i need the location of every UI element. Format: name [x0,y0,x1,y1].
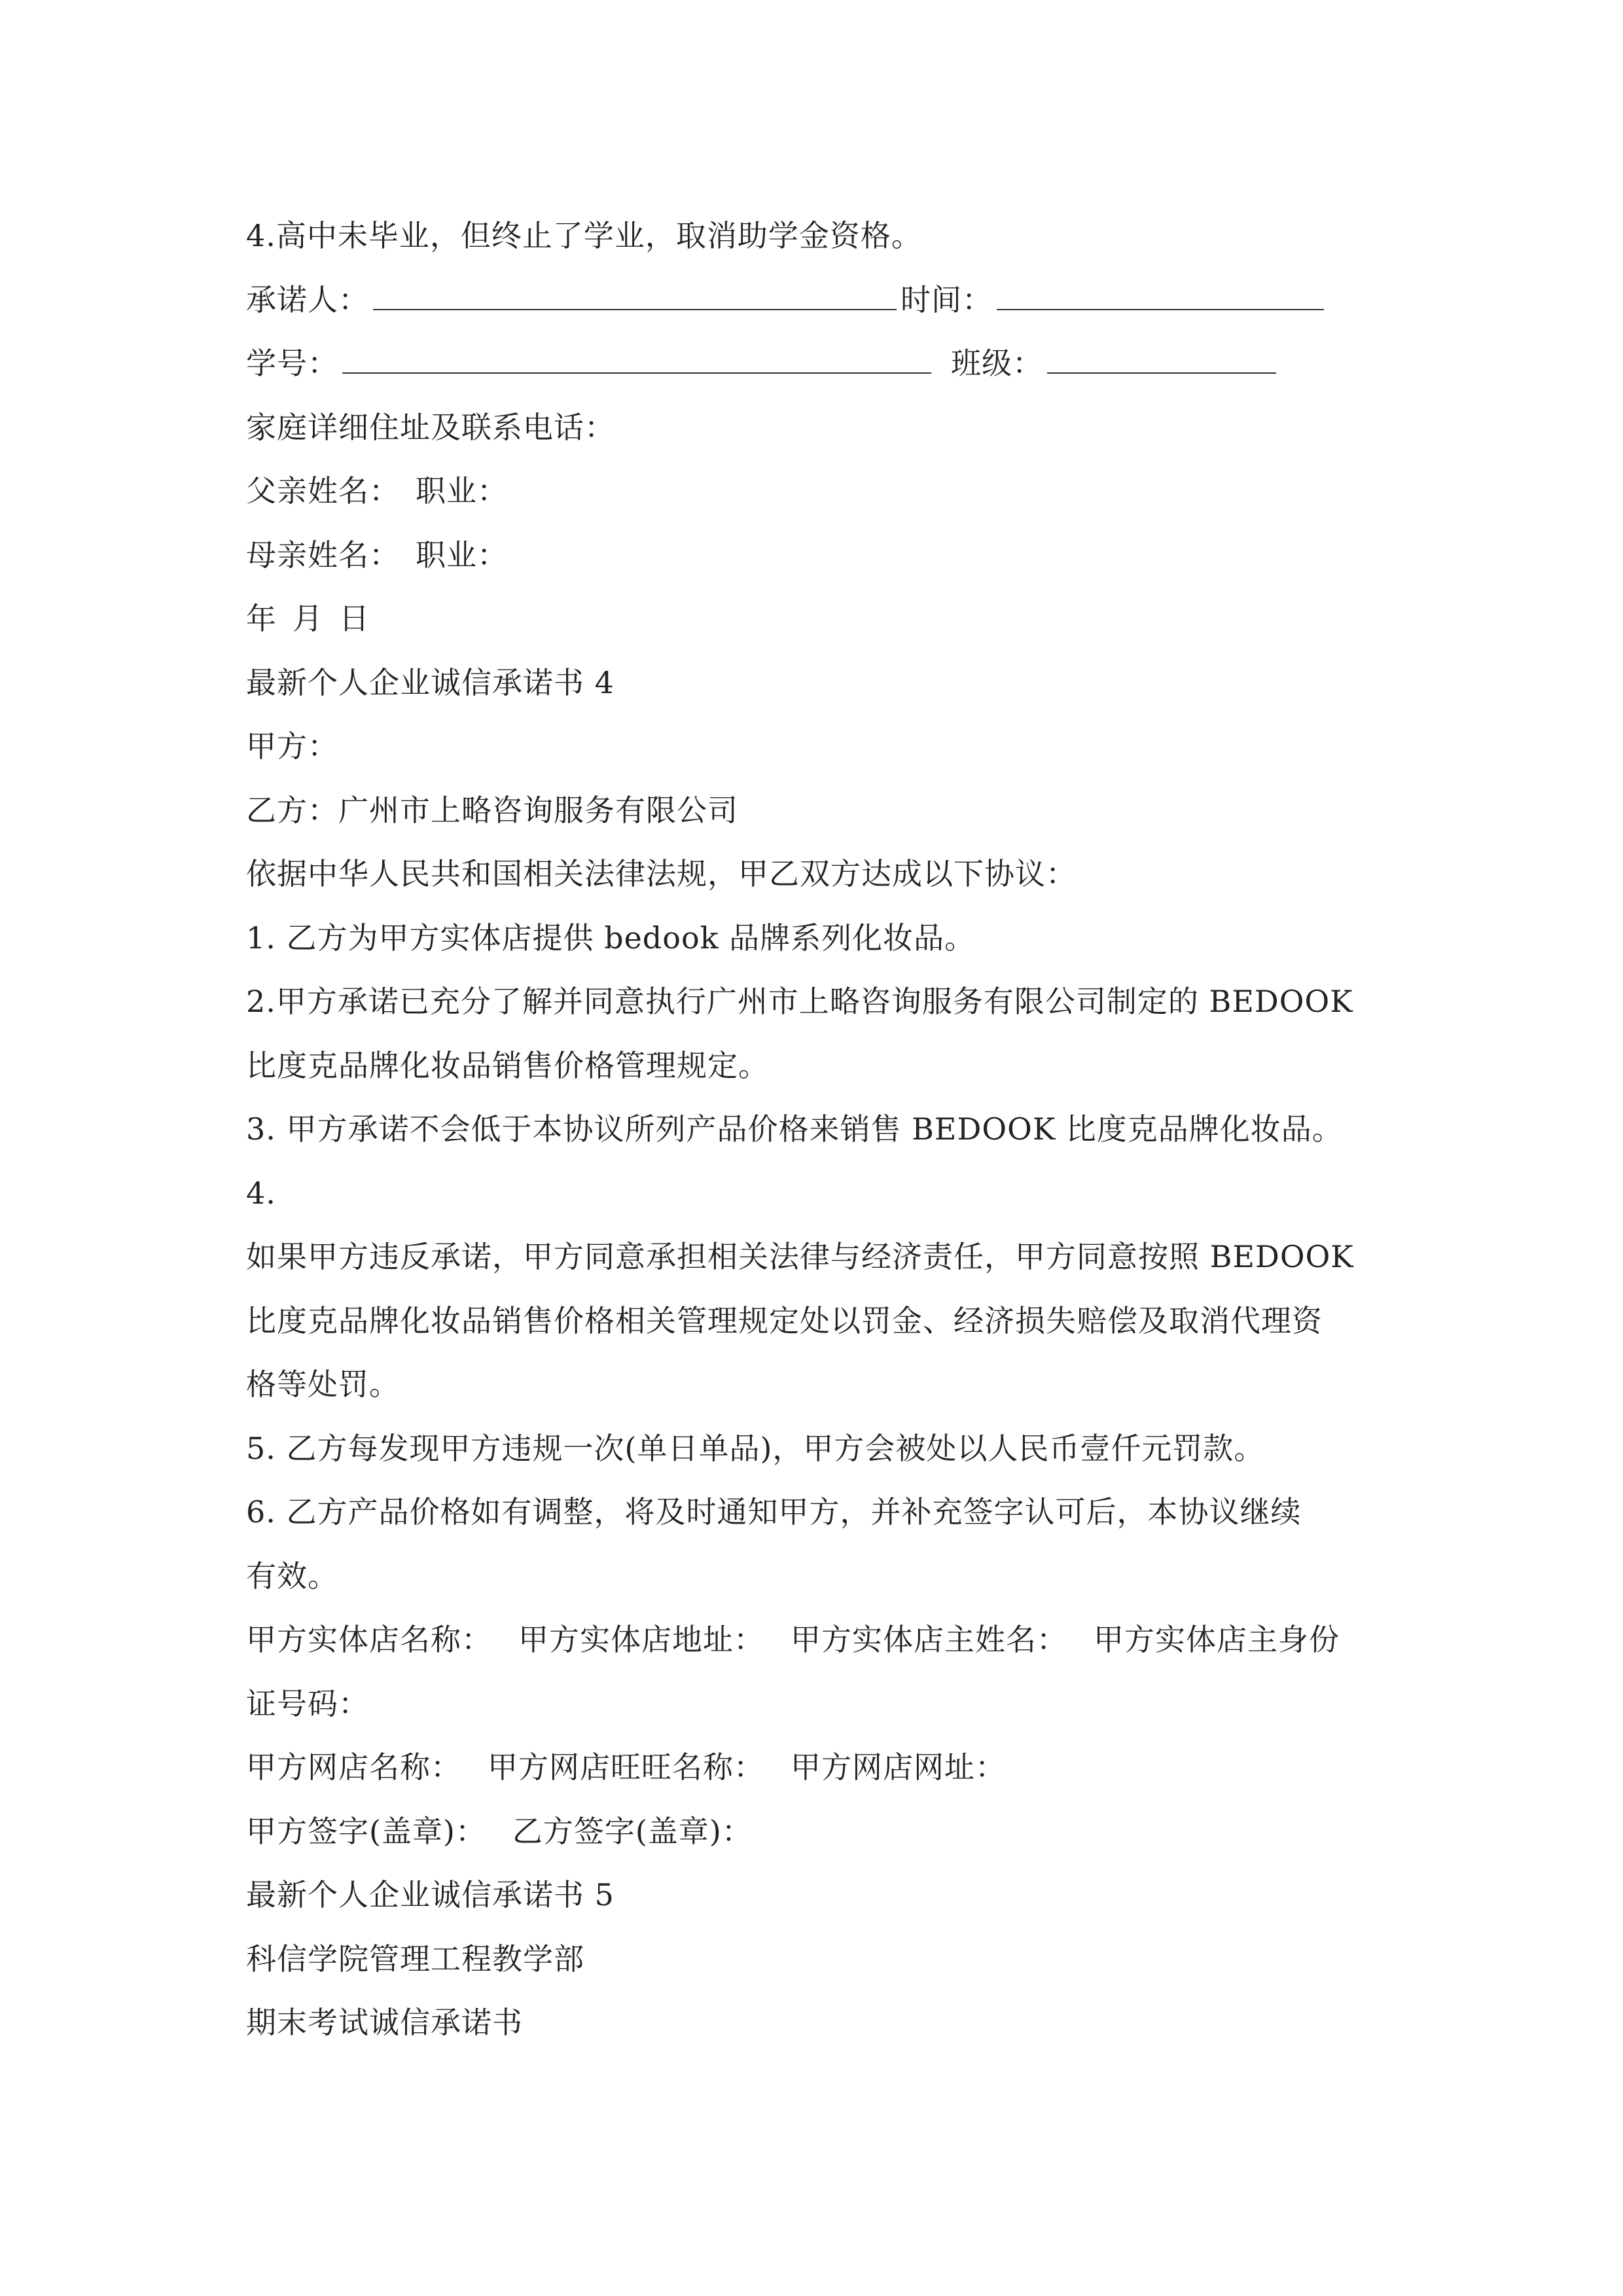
student-id-row [246,332,1378,396]
mother-name-label: 母亲姓名： [246,537,400,573]
store-owner-id-cont: 证号码： [246,1685,369,1721]
online-store-row [246,1736,1378,1800]
text-line [246,1353,1378,1417]
party-a-label: 甲方： [246,728,338,764]
text-line [246,906,1378,971]
section-title [246,651,1378,715]
exam-pledge-title: 期末考试诚信承诺书 [246,2005,523,2040]
agreement-clause-6: 6. 乙方产品价格如有调整，将及时通知甲方，并补充签字认可后，本协议继续 [246,1494,1302,1530]
text-line [246,715,1378,779]
student-id-label: 学号： [246,346,338,381]
agreement-clause-4: 如果甲方违反承诺，甲方同意承担相关法律与经济责任，甲方同意按照 BEDOOK [246,1239,1354,1274]
address-phone-label: 家庭详细住址及联系电话： [246,409,615,445]
agreement-intro: 依据中华人民共和国相关法律法规，甲乙双方达成以下协议： [246,856,1077,891]
agreement-clause-1: 1. 乙方为甲方实体店提供 bedook 品牌系列化妆品。 [246,920,976,956]
father-job-label: 职业： [416,473,508,509]
class-label: 班级： [951,346,1043,381]
store-name-label: 甲方实体店名称： [246,1622,492,1657]
text-line [246,842,1378,906]
text-line [246,1417,1378,1481]
class-blank[interactable] [1047,333,1276,374]
agreement-clause-4-end: 格等处罚。 [246,1367,400,1402]
text-line [246,1162,1378,1226]
time-label: 时间： [901,281,993,317]
text-line [246,1098,1378,1162]
section-4-title: 最新个人企业诚信承诺书 4 [246,664,615,700]
date-row [246,587,1378,651]
agreement-clause-2-cont: 比度克品牌化妆品销售价格管理规定。 [246,1047,769,1083]
year-label: 年 [246,601,277,636]
text-line [246,1545,1378,1609]
father-name-label: 父亲姓名： [246,473,400,509]
agreement-clause-4-cont: 比度克品牌化妆品销售价格相关管理规定处以罚金、经济损失赔偿及取消代理资 [246,1302,1323,1338]
online-store-url-label: 甲方网店网址： [791,1749,1006,1785]
section-5-title: 最新个人企业诚信承诺书 5 [246,1877,615,1912]
agreement-clause-2: 2.甲方承诺已充分了解并同意执行广州市上略咨询服务有限公司制定的 BEDOOK [246,984,1353,1019]
text-line [246,1928,1378,1992]
text-line [246,1289,1378,1354]
month-label: 月 [293,601,323,636]
text-line [246,1480,1378,1545]
text-line [246,970,1378,1034]
mother-job-label: 职业： [416,537,508,573]
online-store-name-label: 甲方网店名称： [246,1749,461,1785]
store-address-label: 甲方实体店地址： [518,1622,764,1657]
online-store-wangwang-label: 甲方网店旺旺名称： [488,1749,764,1785]
agreement-clause-3: 3. 甲方承诺不会低于本协议所列产品价格来销售 BEDOOK 比度克品牌化妆品。 [246,1111,1343,1147]
agreement-clause-4-number: 4. [246,1175,276,1211]
text-line [246,396,1378,460]
student-id-blank[interactable] [342,333,931,374]
time-blank[interactable] [997,270,1324,310]
text-line [246,779,1378,843]
day-label: 日 [339,601,370,636]
promiser-blank[interactable] [373,270,897,310]
section-title [246,1863,1378,1928]
text-line [246,1991,1378,2055]
father-row [246,459,1378,524]
text-line [246,1034,1378,1098]
document-body [246,204,1378,2055]
agreement-clause-5: 5. 乙方每发现甲方违规一次(单日单品)，甲方会被处以人民币壹仟元罚款。 [246,1430,1265,1466]
text-line [246,204,1378,268]
party-b-signature-label: 乙方签字(盖章)： [512,1813,753,1849]
promiser-label: 承诺人： [246,281,369,317]
text-line [246,1225,1378,1289]
store-info-row [246,1608,1378,1672]
clause-4-text: 4.高中未毕业，但终止了学业，取消助学金资格。 [246,218,922,253]
department-name: 科信学院管理工程教学部 [246,1941,584,1977]
text-line [246,1672,1378,1736]
store-owner-label: 甲方实体店主姓名： [791,1622,1067,1657]
store-owner-id-label: 甲方实体店主身份 [1094,1622,1340,1657]
party-a-signature-label: 甲方签字(盖章)： [246,1813,486,1849]
agreement-clause-6-end: 有效。 [246,1558,338,1594]
mother-row [246,524,1378,588]
party-b-label: 乙方：广州市上略咨询服务有限公司 [246,792,738,828]
signature-row [246,1800,1378,1864]
promiser-row [246,268,1378,332]
